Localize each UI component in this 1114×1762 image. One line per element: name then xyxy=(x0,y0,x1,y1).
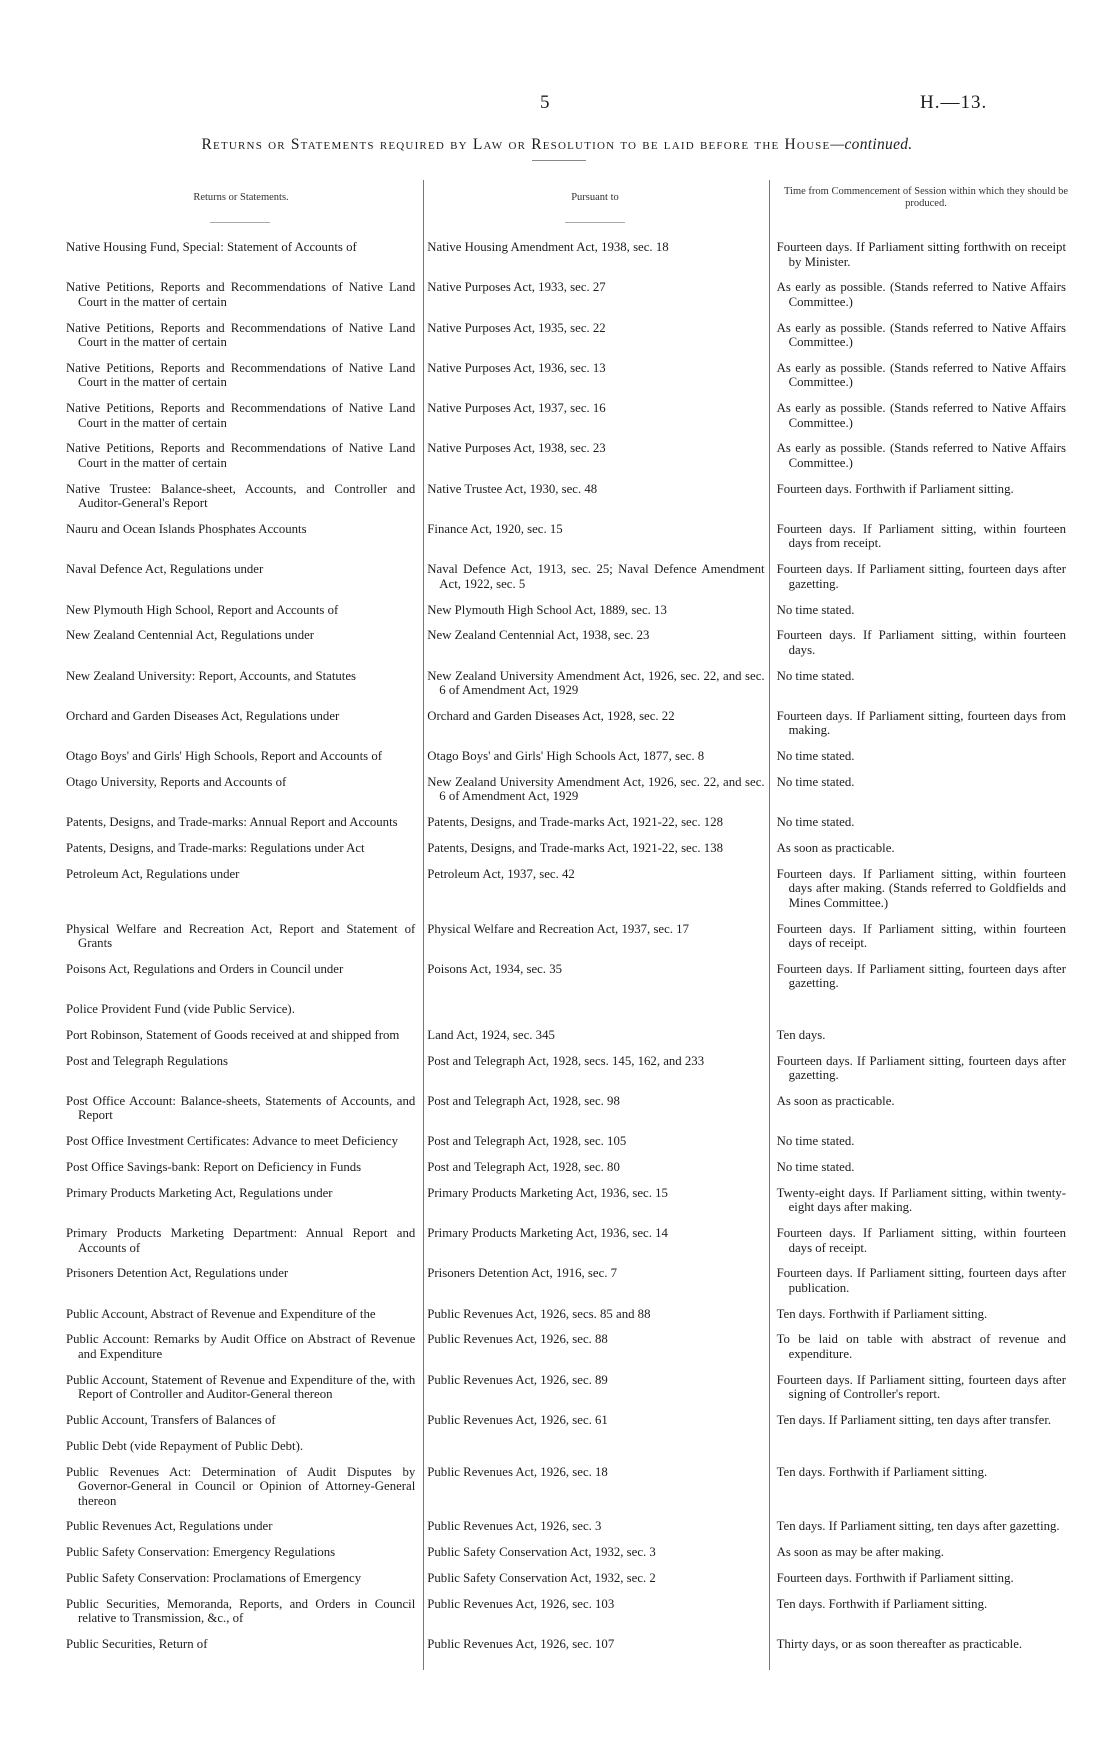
pursuant-to: New Zealand University Amendment Act, 1926, sec. 22, and sec. 6 of Amendment Act, 1929 xyxy=(427,668,765,698)
return-title-cell xyxy=(66,709,421,724)
table-row xyxy=(66,1094,1066,1123)
return-title: Public Account: Remarks by Audit Office on Abstract of Revenue and Expenditure xyxy=(66,1332,416,1361)
return-title-cell xyxy=(66,1094,421,1123)
time-limit: Thirty days, or as soon thereafter as practicable. xyxy=(776,1636,1023,1651)
return-title: New Plymouth High School, Report and Accounts of xyxy=(66,602,339,617)
time-limit: Fourteen days. Forthwith if Parliament sitting. xyxy=(776,481,1014,496)
table-row xyxy=(66,1266,1066,1295)
time-limit-cell xyxy=(769,962,1066,991)
time-limit-cell xyxy=(769,603,1066,618)
pursuant-to-cell xyxy=(421,1160,768,1175)
return-title: Physical Welfare and Recreation Act, Report and Statement of Grants xyxy=(66,921,416,951)
table-row xyxy=(66,1545,1066,1560)
table-row xyxy=(66,522,1066,551)
return-title-cell xyxy=(66,815,421,830)
return-title-cell xyxy=(66,1637,421,1652)
return-title-cell xyxy=(66,1597,421,1626)
pursuant-to-cell xyxy=(421,603,768,618)
return-title: Public Account, Abstract of Revenue and Expenditure of the xyxy=(66,1306,376,1321)
table-row xyxy=(66,1465,1066,1509)
table-row xyxy=(66,1054,1066,1083)
pursuant-to-cell xyxy=(421,1266,768,1281)
pursuant-to: Petroleum Act, 1937, sec. 42 xyxy=(427,866,575,881)
pursuant-to-cell xyxy=(421,1134,768,1149)
return-title: Public Account, Statement of Revenue and Expenditure of the, with Report of Controller and Auditor-General thereon xyxy=(66,1372,416,1402)
return-title-cell xyxy=(66,280,421,309)
pursuant-to-cell xyxy=(421,280,768,295)
time-limit-cell xyxy=(769,1571,1066,1586)
time-limit: As early as possible. (Stands referred to Native Affairs Committee.) xyxy=(776,320,1066,350)
return-title-cell xyxy=(66,922,421,951)
return-title: Native Petitions, Reports and Recommendations of Native Land Court in the matter of certain xyxy=(66,360,416,390)
time-limit-cell xyxy=(769,628,1066,657)
return-title-cell xyxy=(66,562,421,577)
pursuant-to-cell xyxy=(421,749,768,764)
time-limit-cell xyxy=(769,669,1066,684)
time-limit: Ten days. If Parliament sitting, ten days after transfer. xyxy=(776,1413,1052,1427)
pursuant-to-cell xyxy=(421,240,768,255)
pursuant-to: Patents, Designs, and Trade-marks Act, 1921-22, sec. 138 xyxy=(427,841,723,855)
pursuant-to-cell xyxy=(421,922,768,937)
pursuant-to-cell xyxy=(421,709,768,724)
time-limit-cell xyxy=(769,441,1066,470)
pursuant-to: Finance Act, 1920, sec. 15 xyxy=(427,521,563,536)
return-title: Native Housing Fund, Special: Statement of Accounts of xyxy=(66,240,357,254)
pursuant-to: Post and Telegraph Act, 1928, sec. 80 xyxy=(427,1160,620,1175)
return-title: Post Office Savings-bank: Report on Deficiency in Funds xyxy=(66,1160,362,1175)
return-title-cell xyxy=(66,1413,421,1428)
pursuant-to: New Zealand Centennial Act, 1938, sec. 23 xyxy=(427,628,650,643)
time-limit: Ten days. Forthwith if Parliament sitting. xyxy=(776,1306,988,1321)
pursuant-to: Post and Telegraph Act, 1928, secs. 145, 162, and 233 xyxy=(427,1053,705,1068)
return-title-cell xyxy=(66,1545,421,1560)
pursuant-to: Native Purposes Act, 1935, sec. 22 xyxy=(427,320,606,335)
table-row xyxy=(66,1413,1066,1428)
return-title: Native Trustee: Balance-sheet, Accounts, and Controller and Auditor-General's Report xyxy=(66,481,416,511)
return-title-cell xyxy=(66,1519,421,1534)
return-title-cell xyxy=(66,962,421,977)
return-title-cell xyxy=(66,603,421,618)
time-limit-cell xyxy=(769,1160,1066,1175)
time-limit: As soon as may be after making. xyxy=(776,1545,944,1560)
pursuant-to-cell xyxy=(421,1597,768,1612)
time-limit-cell xyxy=(769,749,1066,764)
table-row xyxy=(66,240,1066,269)
return-title-cell xyxy=(66,1465,421,1509)
return-title: Public Account, Transfers of Balances of xyxy=(66,1413,276,1427)
returns-table xyxy=(66,240,1066,1651)
pursuant-to-cell xyxy=(421,1637,768,1652)
time-limit-cell xyxy=(769,361,1066,390)
time-limit: Fourteen days. If Parliament sitting, within fourteen days from receipt. xyxy=(776,521,1066,551)
pursuant-to-cell xyxy=(421,482,768,497)
return-title: Nauru and Ocean Islands Phosphates Accounts xyxy=(66,521,307,536)
time-limit-cell xyxy=(769,482,1066,497)
time-limit-cell xyxy=(769,1545,1066,1560)
time-limit: Fourteen days. If Parliament sitting, fourteen days after gazetting. xyxy=(776,1053,1066,1083)
pursuant-to: Primary Products Marketing Act, 1936, sec. 14 xyxy=(427,1226,668,1241)
pursuant-to: Public Revenues Act, 1926, sec. 88 xyxy=(427,1332,608,1347)
pursuant-to: Public Revenues Act, 1926, sec. 107 xyxy=(427,1636,615,1651)
time-limit: No time stated. xyxy=(776,1160,855,1175)
return-title-cell xyxy=(66,749,421,764)
time-limit-cell xyxy=(769,401,1066,430)
column-header-time: Time from Commencement of Session within which they should be produced. xyxy=(784,186,1068,209)
pursuant-to: Land Act, 1924, sec. 345 xyxy=(427,1027,555,1042)
time-limit-cell xyxy=(769,815,1066,830)
return-title-cell xyxy=(66,1054,421,1069)
time-limit-cell xyxy=(769,1413,1066,1428)
table-row xyxy=(66,1028,1066,1043)
time-limit-cell xyxy=(769,1597,1066,1612)
pursuant-to: Native Housing Amendment Act, 1938, sec. 18 xyxy=(427,240,669,254)
return-title-cell xyxy=(66,401,421,430)
time-limit-cell xyxy=(769,1028,1066,1043)
return-title: Public Revenues Act, Regulations under xyxy=(66,1519,273,1534)
return-title: Public Safety Conservation: Emergency Regulations xyxy=(66,1545,336,1560)
return-title-cell xyxy=(66,321,421,350)
return-title-cell xyxy=(66,361,421,390)
time-limit-cell xyxy=(769,240,1066,269)
time-limit: Fourteen days. If Parliament sitting, within fourteen days of receipt. xyxy=(776,1226,1066,1255)
pursuant-to-cell xyxy=(421,1028,768,1043)
return-title: Port Robinson, Statement of Goods received at and shipped from xyxy=(66,1027,400,1042)
time-limit-cell xyxy=(769,1637,1066,1652)
pursuant-to: Prisoners Detention Act, 1916, sec. 7 xyxy=(427,1266,618,1281)
time-limit-cell xyxy=(769,1054,1066,1083)
return-title-cell xyxy=(66,1186,421,1201)
table-row xyxy=(66,775,1066,804)
time-limit: Fourteen days. If Parliament sitting forthwith on receipt by Minister. xyxy=(776,240,1066,269)
return-title: Native Petitions, Reports and Recommendations of Native Land Court in the matter of certain xyxy=(66,401,416,430)
time-limit-cell xyxy=(769,1266,1066,1295)
table-row xyxy=(66,401,1066,430)
return-title-cell xyxy=(66,1332,421,1361)
time-limit: Ten days. Forthwith if Parliament sitting. xyxy=(776,1596,988,1611)
time-limit-cell xyxy=(769,321,1066,350)
pursuant-to: Post and Telegraph Act, 1928, sec. 105 xyxy=(427,1134,627,1149)
table-row xyxy=(66,1571,1066,1586)
return-title-cell xyxy=(66,669,421,684)
return-title: Patents, Designs, and Trade-marks: Regulations under Act xyxy=(66,841,365,855)
pursuant-to-cell xyxy=(421,1094,768,1109)
return-title-cell xyxy=(66,1439,421,1454)
table-row xyxy=(66,1002,1066,1017)
return-title-cell xyxy=(66,522,421,537)
pursuant-to-cell xyxy=(421,1545,768,1560)
return-title: Public Securities, Return of xyxy=(66,1636,208,1651)
pursuant-to: Poisons Act, 1934, sec. 35 xyxy=(427,961,563,976)
column-header-returns: Returns or Statements. xyxy=(193,192,289,203)
pursuant-to-cell xyxy=(421,361,768,376)
return-title: Public Safety Conservation: Proclamations of Emergency xyxy=(66,1570,362,1585)
time-limit-cell xyxy=(769,522,1066,551)
return-title-cell xyxy=(66,1373,421,1402)
time-limit-cell xyxy=(769,709,1066,738)
table-row xyxy=(66,1597,1066,1626)
pursuant-to: Primary Products Marketing Act, 1936, sec. 15 xyxy=(427,1185,668,1200)
return-title: Orchard and Garden Diseases Act, Regulations under xyxy=(66,708,340,723)
pursuant-to-cell xyxy=(421,321,768,336)
time-limit: Ten days. xyxy=(776,1027,826,1042)
table-row xyxy=(66,562,1066,591)
page-title xyxy=(0,136,1114,154)
pursuant-to: Public Revenues Act, 1926, secs. 85 and 88 xyxy=(427,1306,651,1321)
table-row xyxy=(66,867,1066,911)
pursuant-to-cell xyxy=(421,522,768,537)
return-title: Native Petitions, Reports and Recommendations of Native Land Court in the matter of certain xyxy=(66,320,416,350)
return-title-cell xyxy=(66,1160,421,1175)
time-limit: Fourteen days. If Parliament sitting, fourteen days after gazetting. xyxy=(776,562,1066,591)
pursuant-to: Patents, Designs, and Trade-marks Act, 1921-22, sec. 128 xyxy=(427,815,723,830)
pursuant-to: Native Purposes Act, 1938, sec. 23 xyxy=(427,441,606,456)
time-limit-cell xyxy=(769,280,1066,309)
table-row xyxy=(66,280,1066,309)
return-title: Public Securities, Memoranda, Reports, and Orders in Council relative to Transmission, &c., of xyxy=(66,1596,416,1626)
return-title: Otago University, Reports and Accounts of xyxy=(66,774,287,789)
return-title: Patents, Designs, and Trade-marks: Annual Report and Accounts xyxy=(66,815,398,830)
pursuant-to-cell xyxy=(421,962,768,977)
pursuant-to-cell xyxy=(421,562,768,591)
pursuant-to: New Plymouth High School Act, 1889, sec. 13 xyxy=(427,602,667,617)
table-row xyxy=(66,669,1066,698)
table-row xyxy=(66,482,1066,511)
time-limit-cell xyxy=(769,1094,1066,1109)
return-title: Prisoners Detention Act, Regulations under xyxy=(66,1266,289,1281)
return-title-cell xyxy=(66,1028,421,1043)
return-title: Native Petitions, Reports and Recommendations of Native Land Court in the matter of certain xyxy=(66,441,416,470)
return-title-cell xyxy=(66,867,421,882)
table-row xyxy=(66,441,1066,470)
time-limit-cell xyxy=(769,775,1066,790)
time-limit-cell xyxy=(769,867,1066,911)
return-title-cell xyxy=(66,1307,421,1322)
pursuant-to: Public Revenues Act, 1926, sec. 89 xyxy=(427,1372,608,1387)
pursuant-to: Public Revenues Act, 1926, sec. 61 xyxy=(427,1413,608,1427)
pursuant-to-cell xyxy=(421,1571,768,1586)
table-row xyxy=(66,1186,1066,1215)
page-reference: H.—13. xyxy=(920,92,988,113)
pursuant-to-cell xyxy=(421,1226,768,1241)
return-title-cell xyxy=(66,841,421,856)
return-title: Post Office Investment Certificates: Advance to meet Deficiency xyxy=(66,1134,399,1149)
pursuant-to-cell xyxy=(421,867,768,882)
pursuant-to: Native Trustee Act, 1930, sec. 48 xyxy=(427,481,598,496)
return-title-cell xyxy=(66,775,421,790)
pursuant-to-cell xyxy=(421,1332,768,1347)
return-title-cell xyxy=(66,1134,421,1149)
time-limit: Fourteen days. If Parliament sitting, within fourteen days. xyxy=(776,628,1066,657)
pursuant-to-cell xyxy=(421,1519,768,1534)
return-title: New Zealand Centennial Act, Regulations under xyxy=(66,628,315,643)
time-limit-cell xyxy=(769,562,1066,591)
table-row xyxy=(66,321,1066,350)
return-title: Naval Defence Act, Regulations under xyxy=(66,562,264,577)
table-row xyxy=(66,1307,1066,1322)
time-limit: As early as possible. (Stands referred to Native Affairs Committee.) xyxy=(776,360,1066,390)
pursuant-to-cell xyxy=(421,669,768,698)
table-row xyxy=(66,603,1066,618)
time-limit-cell xyxy=(769,841,1066,856)
time-limit-cell xyxy=(769,1519,1066,1534)
table-row xyxy=(66,1637,1066,1652)
time-limit: No time stated. xyxy=(776,774,855,789)
table-row xyxy=(66,1519,1066,1534)
time-limit: No time stated. xyxy=(776,749,855,764)
time-limit-cell xyxy=(769,1226,1066,1255)
time-limit: Fourteen days. Forthwith if Parliament sitting. xyxy=(776,1570,1014,1585)
time-limit: No time stated. xyxy=(776,1134,855,1149)
return-title-cell xyxy=(66,240,421,255)
return-title: Public Debt (vide Repayment of Public Debt). xyxy=(66,1438,304,1453)
pursuant-to: Public Safety Conservation Act, 1932, sec. 2 xyxy=(427,1570,656,1585)
table-row xyxy=(66,1160,1066,1175)
column-header-pursuant: Pursuant to xyxy=(571,192,619,203)
time-limit-cell xyxy=(769,922,1066,951)
table-row xyxy=(66,815,1066,830)
return-title: Petroleum Act, Regulations under xyxy=(66,866,240,881)
pursuant-to-cell xyxy=(421,1307,768,1322)
table-row xyxy=(66,709,1066,738)
return-title: Primary Products Marketing Department: Annual Report and Accounts of xyxy=(66,1226,416,1255)
title-continued: —continued. xyxy=(830,136,913,153)
time-limit: Ten days. If Parliament sitting, ten days after gazetting. xyxy=(776,1519,1060,1534)
pursuant-to: Public Revenues Act, 1926, sec. 18 xyxy=(427,1464,608,1479)
page-number: 5 xyxy=(540,92,550,113)
pursuant-to: Native Purposes Act, 1937, sec. 16 xyxy=(427,401,606,416)
time-limit: Fourteen days. If Parliament sitting, fourteen days after gazetting. xyxy=(776,961,1066,991)
header-rule xyxy=(565,222,625,223)
table-row xyxy=(66,1439,1066,1454)
table-row xyxy=(66,1134,1066,1149)
time-limit: As soon as practicable. xyxy=(776,841,895,855)
table-row xyxy=(66,841,1066,856)
pursuant-to: Otago Boys' and Girls' High Schools Act, 1877, sec. 8 xyxy=(427,749,705,764)
pursuant-to-cell xyxy=(421,441,768,456)
return-title: Post Office Account: Balance-sheets, Statements of Accounts, and Report xyxy=(66,1093,416,1123)
return-title: Poisons Act, Regulations and Orders in Council under xyxy=(66,961,344,976)
time-limit: Fourteen days. If Parliament sitting, fourteen days after publication. xyxy=(776,1266,1066,1295)
table-row xyxy=(66,962,1066,991)
time-limit: As soon as practicable. xyxy=(776,1093,895,1108)
pursuant-to-cell xyxy=(421,1373,768,1388)
return-title-cell xyxy=(66,1002,421,1017)
return-title: Primary Products Marketing Act, Regulations under xyxy=(66,1185,333,1200)
time-limit-cell xyxy=(769,1134,1066,1149)
return-title-cell xyxy=(66,628,421,643)
time-limit-cell xyxy=(769,1373,1066,1402)
return-title-cell xyxy=(66,1266,421,1281)
pursuant-to-cell xyxy=(421,775,768,804)
return-title-cell xyxy=(66,482,421,511)
table-row xyxy=(66,1226,1066,1255)
time-limit: Ten days. Forthwith if Parliament sitting. xyxy=(776,1464,988,1479)
return-title: Otago Boys' and Girls' High Schools, Report and Accounts of xyxy=(66,749,382,764)
pursuant-to-cell xyxy=(421,815,768,830)
pursuant-to: Native Purposes Act, 1933, sec. 27 xyxy=(427,280,606,295)
pursuant-to: Post and Telegraph Act, 1928, sec. 98 xyxy=(427,1093,620,1108)
return-title: Public Revenues Act: Determination of Audit Disputes by Governor-General in Council or Opinion of Attorney-General thereon xyxy=(66,1464,416,1508)
time-limit: No time stated. xyxy=(776,815,855,830)
header-rule xyxy=(210,222,270,223)
time-limit: As early as possible. (Stands referred to Native Affairs Committee.) xyxy=(776,401,1066,430)
time-limit-cell xyxy=(769,1307,1066,1322)
pursuant-to: New Zealand University Amendment Act, 1926, sec. 22, and sec. 6 of Amendment Act, 1929 xyxy=(427,774,765,804)
time-limit: Twenty-eight days. If Parliament sitting, within twenty-eight days after making. xyxy=(776,1185,1066,1215)
return-title: Native Petitions, Reports and Recommendations of Native Land Court in the matter of certain xyxy=(66,280,416,309)
time-limit-cell xyxy=(769,1332,1066,1361)
time-limit: Fourteen days. If Parliament sitting, fourteen days after signing of Controller's report. xyxy=(776,1372,1066,1402)
pursuant-to-cell xyxy=(421,628,768,643)
time-limit: To be laid on table with abstract of revenue and expenditure. xyxy=(776,1332,1066,1361)
return-title: Police Provident Fund (vide Public Service). xyxy=(66,1002,295,1017)
pursuant-to-cell xyxy=(421,1465,768,1480)
pursuant-to: Public Safety Conservation Act, 1932, sec. 3 xyxy=(427,1545,656,1560)
title-rule xyxy=(532,160,586,161)
table-row xyxy=(66,749,1066,764)
time-limit: Fourteen days. If Parliament sitting, fourteen days from making. xyxy=(776,708,1066,738)
table-row xyxy=(66,361,1066,390)
pursuant-to: Native Purposes Act, 1936, sec. 13 xyxy=(427,360,606,375)
return-title-cell xyxy=(66,441,421,470)
return-title: Post and Telegraph Regulations xyxy=(66,1053,229,1068)
pursuant-to: Naval Defence Act, 1913, sec. 25; Naval Defence Amendment Act, 1922, sec. 5 xyxy=(427,562,765,591)
time-limit: No time stated. xyxy=(776,668,855,683)
table-row xyxy=(66,1373,1066,1402)
pursuant-to-cell xyxy=(421,1054,768,1069)
table-row xyxy=(66,1332,1066,1361)
time-limit: Fourteen days. If Parliament sitting, within fourteen days of receipt. xyxy=(776,921,1066,951)
pursuant-to-cell xyxy=(421,1413,768,1428)
return-title-cell xyxy=(66,1571,421,1586)
time-limit: Fourteen days. If Parliament sitting, within fourteen days after making. (Stands referred to Goldfields and Mines Committee.) xyxy=(776,866,1066,910)
pursuant-to: Public Revenues Act, 1926, sec. 3 xyxy=(427,1519,602,1534)
return-title-cell xyxy=(66,1226,421,1255)
time-limit-cell xyxy=(769,1186,1066,1215)
pursuant-to: Orchard and Garden Diseases Act, 1928, sec. 22 xyxy=(427,708,675,723)
time-limit-cell xyxy=(769,1465,1066,1480)
pursuant-to-cell xyxy=(421,841,768,856)
pursuant-to: Public Revenues Act, 1926, sec. 103 xyxy=(427,1596,615,1611)
time-limit: As early as possible. (Stands referred to Native Affairs Committee.) xyxy=(776,441,1066,470)
title-text: Returns or Statements required by Law or Resolution to be laid before the House xyxy=(201,136,831,153)
table-row xyxy=(66,922,1066,951)
return-title: New Zealand University: Report, Accounts, and Statutes xyxy=(66,668,356,683)
time-limit: No time stated. xyxy=(776,602,855,617)
pursuant-to-cell xyxy=(421,1186,768,1201)
time-limit: As early as possible. (Stands referred to Native Affairs Committee.) xyxy=(776,280,1066,309)
pursuant-to-cell xyxy=(421,401,768,416)
table-row xyxy=(66,628,1066,657)
pursuant-to: Physical Welfare and Recreation Act, 1937, sec. 17 xyxy=(427,921,689,936)
